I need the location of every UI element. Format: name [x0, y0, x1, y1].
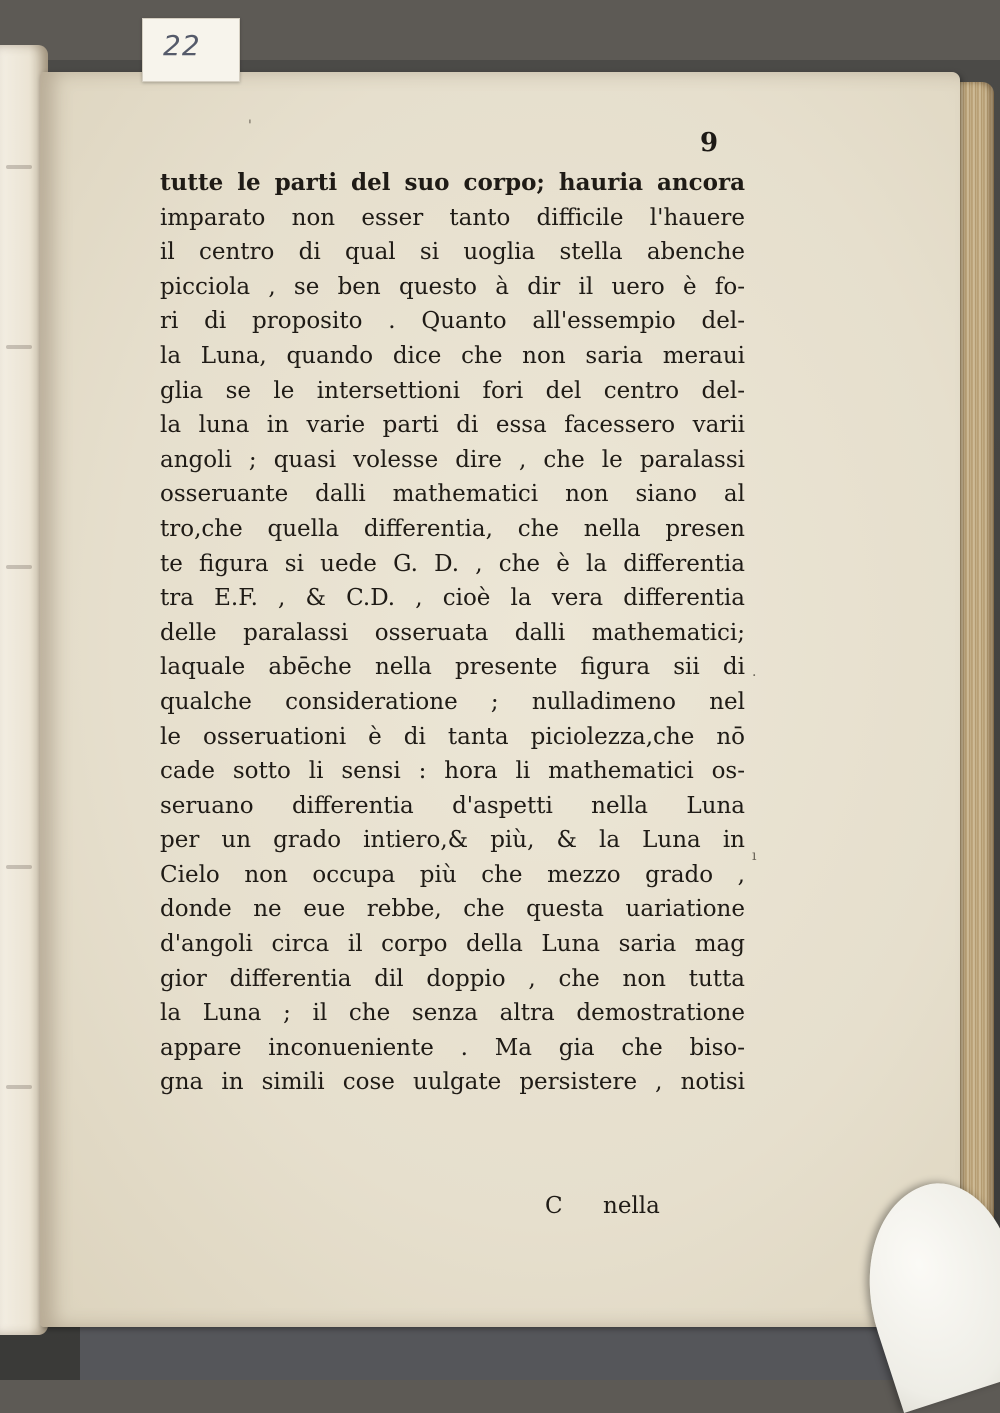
- ink-bleed: [6, 1085, 32, 1089]
- text-line: il centro di qual si uoglia stella abenche: [160, 239, 745, 266]
- text-line: appare inconueniente . Ma gia che biso-: [160, 1034, 745, 1061]
- text-line: gior differentia dil doppio , che non tutta: [160, 965, 745, 992]
- text-line: la Luna ; il che senza altra demostratione: [160, 1000, 745, 1027]
- catchword: nella: [603, 1193, 660, 1219]
- text-line: cade sotto li sensi : hora li mathematici os-: [160, 758, 745, 785]
- library-tag: [142, 18, 240, 82]
- text-line: per un grado intiero,& più, & la Luna in: [160, 827, 745, 854]
- text-line: le osseruationi è di tanta piciolezza,che nō: [160, 723, 745, 750]
- text-line: angoli ; quasi volesse dire , che le paralassi: [160, 446, 745, 473]
- text-line: osseruante dalli mathematici non siano al: [160, 481, 745, 508]
- text-line: donde ne eue rebbe, che questa uariatione: [160, 896, 745, 923]
- ink-bleed: [6, 345, 32, 349]
- margin-mark: ': [248, 118, 252, 134]
- ink-bleed: [6, 565, 32, 569]
- text-line: delle paralassi osseruata dalli mathematici;: [160, 619, 745, 646]
- text-line: gna in simili cose uulgate persistere , notisi: [160, 1069, 745, 1096]
- text-line: tro,che quella differentia, che nella presen: [160, 515, 745, 542]
- ink-bleed: [6, 165, 32, 169]
- text-line: glia se le intersettioni fori del centro del-: [160, 377, 745, 404]
- text-line: la Luna, quando dice che non saria meraui: [160, 342, 745, 369]
- text-line: te figura si uede G. D. , che è la differentia: [160, 550, 745, 577]
- text-line: tra E.F. , & C.D. , cioè la vera differentia: [160, 585, 745, 612]
- text-line: picciola , se ben questo à dir il uero è fo-: [160, 273, 745, 300]
- text-line: ri di proposito . Quanto all'essempio del-: [160, 308, 745, 335]
- body-text: [160, 166, 745, 1100]
- text-line: d'angoli circa il corpo della Luna saria mag: [160, 931, 745, 958]
- text-line: imparato non esser tanto difficile l'hauere: [160, 204, 745, 231]
- text-line: laquale abēche nella presente figura sii di: [160, 654, 745, 681]
- page-block-edges: [958, 82, 994, 1272]
- text-line: la luna in varie parti di essa facessero varii: [160, 412, 745, 439]
- tag-number: 22: [163, 29, 201, 62]
- signature-mark: C: [545, 1193, 563, 1219]
- text-line: Cielo non occupa più che mezzo grado ,: [160, 861, 745, 888]
- text-line: qualche consideratione ; nulladimeno nel: [160, 688, 745, 715]
- margin-mark: ·: [752, 668, 757, 684]
- text-line: seruano differentia d'aspetti nella Luna: [160, 792, 745, 819]
- page-number: 9: [700, 128, 719, 158]
- text-line: tutte le parti del suo corpo; hauria ancora: [160, 169, 745, 196]
- margin-mark: ı: [752, 848, 757, 864]
- page-footer: [160, 1193, 745, 1227]
- ink-bleed: [6, 865, 32, 869]
